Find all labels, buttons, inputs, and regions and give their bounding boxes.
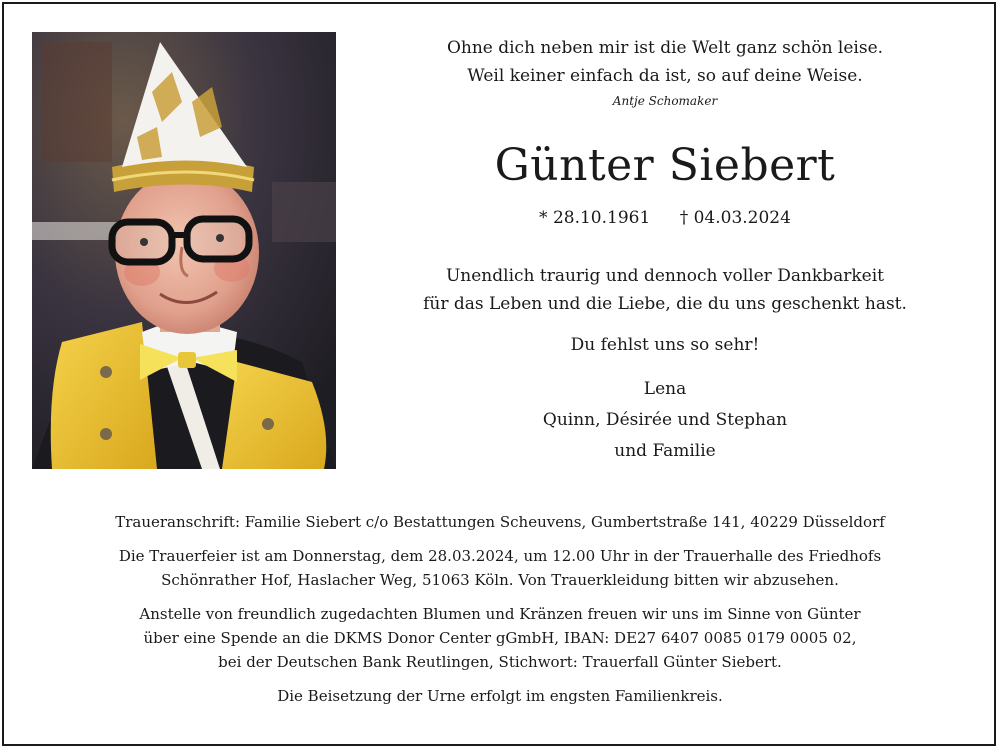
life-dates	[398, 206, 932, 230]
sentence-line: für das Leben und die Liebe, die du uns geschenkt hast.	[423, 294, 907, 314]
mourner: Quinn, Désirée und Stephan	[542, 410, 788, 430]
donation-line: über eine Spende an die DKMS Donor Center gGmbH, IBAN: DE27 6407 0085 0179 0005 02,	[143, 629, 857, 647]
quote	[398, 34, 932, 110]
sentence-line: Unendlich traurig und dennoch voller Dankbarkeit	[445, 266, 885, 286]
death-date: † 04.03.2024	[679, 208, 791, 228]
donation-info	[40, 602, 960, 674]
deceased-name: Günter Siebert	[494, 140, 836, 191]
mourners	[398, 374, 932, 467]
birth-date: * 28.10.1961	[539, 208, 651, 228]
quote-line: Ohne dich neben mir ist die Welt ganz schön leise.	[446, 38, 884, 58]
quote-line: Weil keiner einfach da ist, so auf deine Weise.	[467, 66, 863, 86]
portrait-photo	[32, 32, 336, 469]
quote-author: Antje Schomaker	[612, 94, 718, 108]
mourner: Lena	[643, 379, 687, 399]
portrait-illustration	[32, 32, 336, 469]
burial-info: Die Beisetzung der Urne erfolgt im engsten Familienkreis.	[277, 687, 723, 705]
mourner: und Familie	[614, 441, 716, 461]
ceremony-line: Schönrather Hof, Haslacher Weg, 51063 Köln. Von Trauerkleidung bitten wir abzusehen.	[161, 571, 839, 589]
donation-line: Anstelle von freundlich zugedachten Blumen und Kränzen freuen wir uns im Sinne von Günter	[139, 605, 861, 623]
donation-line: bei der Deutschen Bank Reutlingen, Stichwort: Trauerfall Günter Siebert.	[218, 653, 782, 671]
ceremony-line: Die Trauerfeier ist am Donnerstag, dem 28.03.2024, um 12.00 Uhr in der Trauerhalle des Friedhofs	[118, 547, 882, 565]
notice-details	[40, 510, 960, 708]
farewell-sentence	[398, 262, 932, 318]
main-text	[398, 34, 932, 467]
mourning-address: Traueranschrift: Familie Siebert c/o Bestattungen Scheuvens, Gumbertstraße 141, 40229 Düsseldorf	[115, 513, 885, 531]
ceremony-info	[40, 544, 960, 592]
miss-line: Du fehlst uns so sehr!	[570, 335, 760, 355]
